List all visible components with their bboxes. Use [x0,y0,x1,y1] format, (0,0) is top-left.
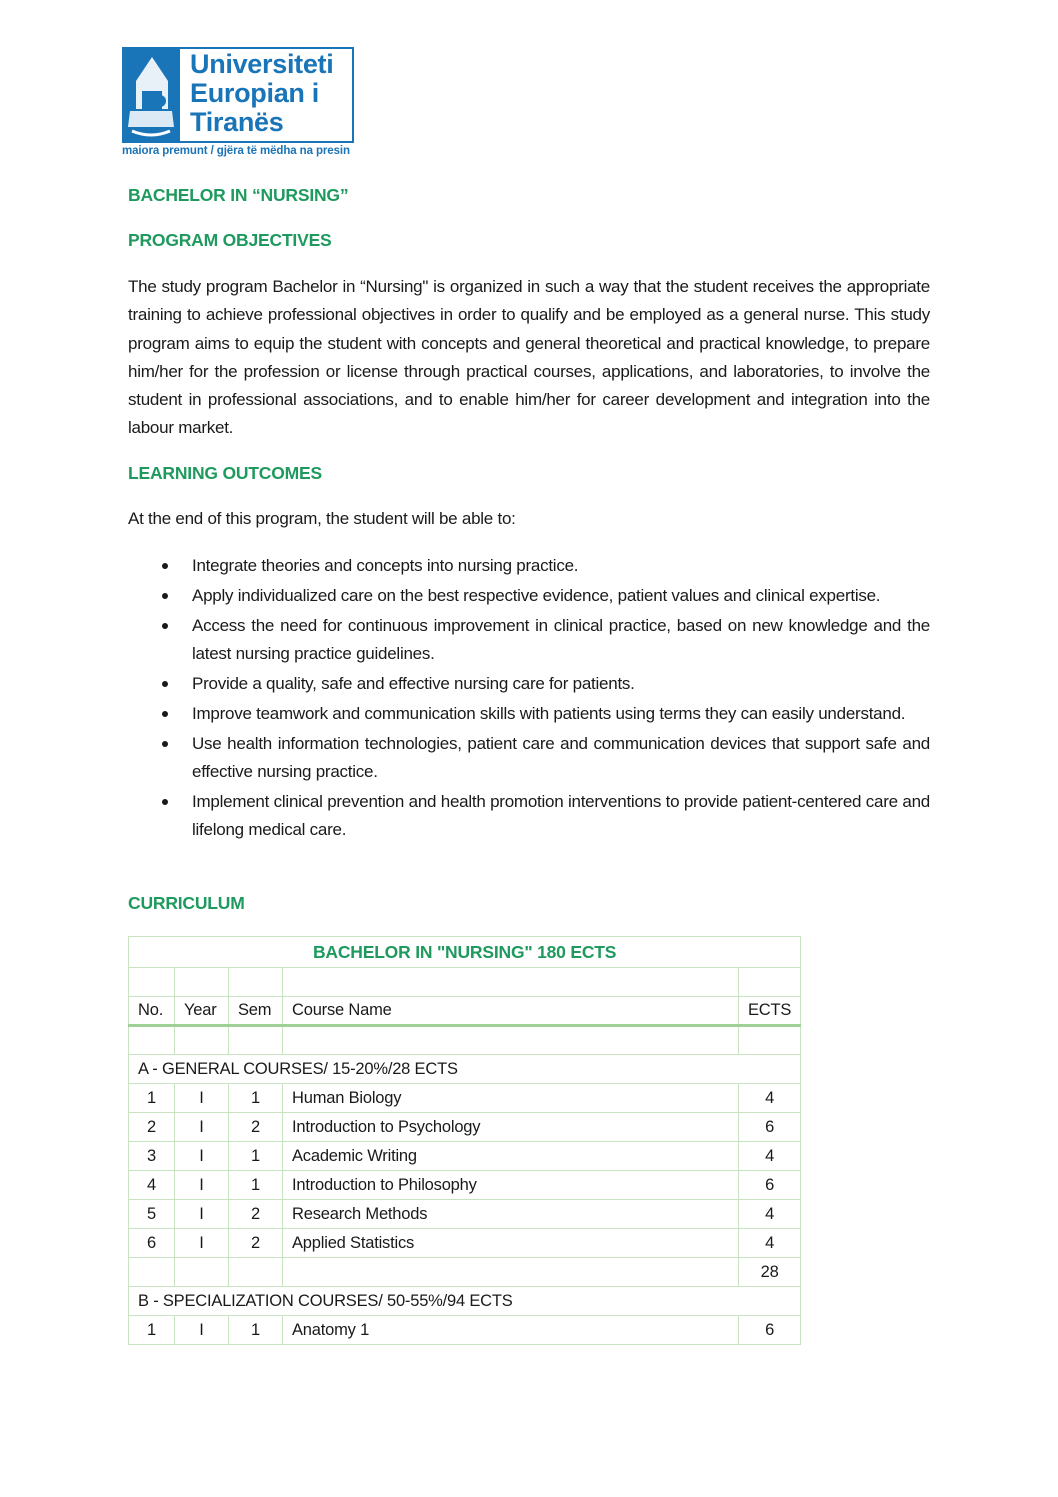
cell-ects: 6 [739,1171,801,1200]
table-cell [229,1258,283,1287]
cell-ects: 4 [739,1229,801,1258]
cell-sem: 1 [229,1084,283,1113]
column-header-course: Course Name [283,997,739,1026]
cell-ects: 4 [739,1142,801,1171]
table-cell [129,1026,175,1055]
list-item [160,552,930,580]
logo-motto: maiora premunt / gjëra të mëdha na presin [122,145,350,157]
cell-no: 1 [129,1316,175,1345]
table-row [129,1142,801,1171]
list-item-text: Access the need for continuous improvement in clinical practice, based on new knowledge and the latest nursing practice guidelines. [192,616,930,663]
bullet-icon [162,623,168,629]
curriculum-table [128,936,801,1345]
cell-year: I [175,1084,229,1113]
table-row [129,1316,801,1345]
cell-sem: 2 [229,1200,283,1229]
cell-no: 3 [129,1142,175,1171]
table-row [129,1229,801,1258]
bullet-icon [162,741,168,747]
table-cell [175,1258,229,1287]
table-row [129,1113,801,1142]
list-item-text: Apply individualized care on the best respective evidence, patient values and clinical expertise. [192,586,881,605]
list-item [160,700,930,728]
logo-emblem-icon [122,47,180,143]
total-row [129,1258,801,1287]
outcomes-heading: LEARNING OUTCOMES [128,463,322,483]
section-b-label: B - SPECIALIZATION COURSES/ 50-55%/94 ECTS [129,1287,801,1316]
table-cell [283,1026,739,1055]
cell-year: I [175,1171,229,1200]
table-title: BACHELOR IN "NURSING" 180 ECTS [129,937,801,968]
cell-year: I [175,1113,229,1142]
bullet-icon [162,593,168,599]
cell-no: 2 [129,1113,175,1142]
cell-course: Human Biology [283,1084,739,1113]
cell-year: I [175,1200,229,1229]
cell-no: 4 [129,1171,175,1200]
cell-sem: 1 [229,1316,283,1345]
cell-no: 6 [129,1229,175,1258]
table-cell [739,1026,801,1055]
list-item-text: Improve teamwork and communication skills with patients using terms they can easily understand. [192,704,906,723]
table-cell [739,968,801,997]
list-item [160,788,930,844]
university-logo [122,47,358,161]
list-item-text: Integrate theories and concepts into nursing practice. [192,556,579,575]
cell-course: Anatomy 1 [283,1316,739,1345]
cell-sem: 2 [229,1229,283,1258]
cell-no: 5 [129,1200,175,1229]
list-item-text: Provide a quality, safe and effective nursing care for patients. [192,674,635,693]
table-cell [229,1026,283,1055]
column-header-year: Year [175,997,229,1026]
bullet-icon [162,799,168,805]
bullet-icon [162,563,168,569]
outcomes-list [160,552,930,846]
table-header-row [129,997,801,1026]
logo-wordmark [190,50,333,137]
cell-ects: 6 [739,1316,801,1345]
list-item [160,730,930,786]
table-cell [129,968,175,997]
cell-sem: 1 [229,1171,283,1200]
cell-year: I [175,1316,229,1345]
section-a-label: A - GENERAL COURSES/ 15-20%/28 ECTS [129,1055,801,1084]
cell-course: Academic Writing [283,1142,739,1171]
cell-year: I [175,1229,229,1258]
table-row [129,1084,801,1113]
section-b-row [129,1287,801,1316]
list-item-text: Use health information technologies, patient care and communication devices that support safe and effective nursing practice. [192,734,930,781]
cell-ects: 6 [739,1113,801,1142]
table-cell [229,968,283,997]
bullet-icon [162,711,168,717]
column-header-no: No. [129,997,175,1026]
cell-sem: 1 [229,1142,283,1171]
table-cell [283,1258,739,1287]
objectives-paragraph: The study program Bachelor in “Nursing" is organized in such a way that the student receives the appropriate training to achieve professional objectives in order to qualify and be employed as a general nurse. This study program aims to equip the student with concepts and general theoretical and practical knowledge, to prepare him/her for the profession or license through practical courses, applications, and laboratories, to involve the student in professional associations, and to enable him/her for career development and integration into the labour market. [128,277,930,438]
table-spacer-row [129,1026,801,1055]
table-row [129,1171,801,1200]
table-title-row [129,937,801,968]
table-row [129,1200,801,1229]
logo-line-1: Universiteti [190,49,334,79]
list-item-text: Implement clinical prevention and health promotion interventions to provide patient-centered care and lifelong medical care. [192,792,930,839]
cell-year: I [175,1142,229,1171]
cell-sem: 2 [229,1113,283,1142]
cell-course: Applied Statistics [283,1229,739,1258]
table-cell [175,1026,229,1055]
curriculum-heading: CURRICULUM [128,893,245,913]
logo-line-3: Tiranës [190,107,284,137]
objectives-heading: PROGRAM OBJECTIVES [128,230,332,250]
outcomes-intro: At the end of this program, the student will be able to: [128,509,516,528]
cell-course: Research Methods [283,1200,739,1229]
document-title: BACHELOR IN “NURSING” [128,185,349,205]
cell-course: Introduction to Psychology [283,1113,739,1142]
table-cell [129,1258,175,1287]
table-cell [283,968,739,997]
cell-no: 1 [129,1084,175,1113]
list-item [160,582,930,610]
list-item [160,612,930,668]
bullet-icon [162,681,168,687]
table-cell [175,968,229,997]
list-item [160,670,930,698]
section-a-row [129,1055,801,1084]
column-header-ects: ECTS [739,997,801,1026]
section-a-total: 28 [739,1258,801,1287]
cell-ects: 4 [739,1084,801,1113]
table-spacer-row [129,968,801,997]
column-header-sem: Sem [229,997,283,1026]
cell-ects: 4 [739,1200,801,1229]
logo-line-2: Europian i [190,78,320,108]
cell-course: Introduction to Philosophy [283,1171,739,1200]
